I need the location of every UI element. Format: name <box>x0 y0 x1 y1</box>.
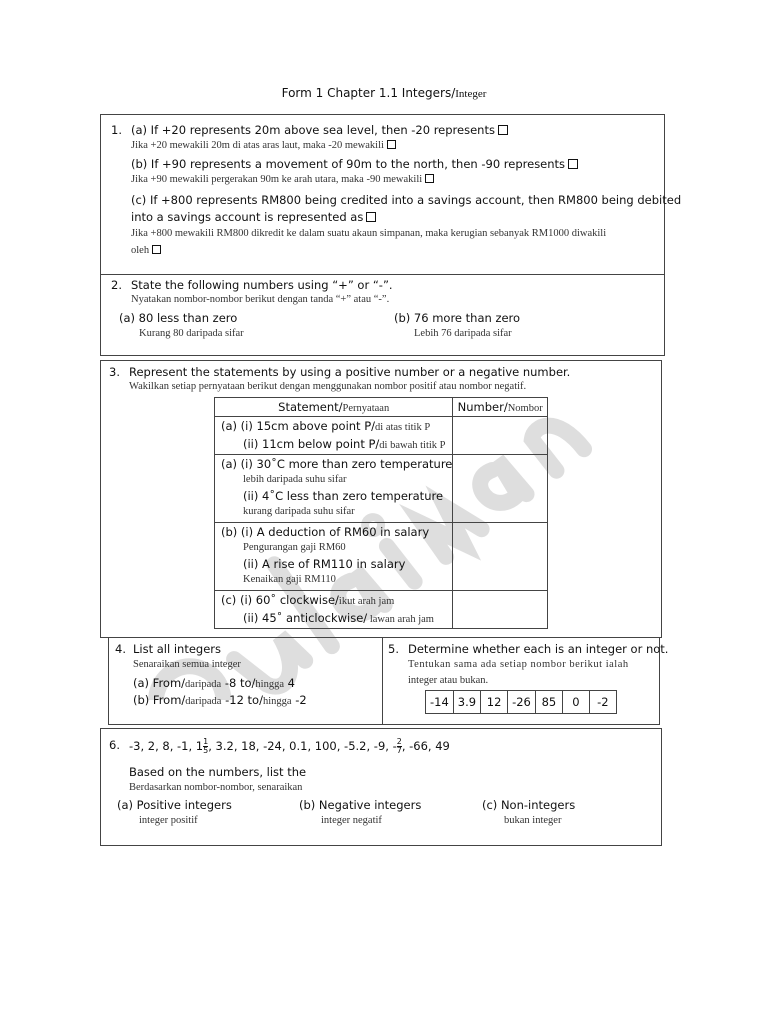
question-5-ms-line1: Tentukan sama ada setiap nombor berikut ialah <box>408 659 629 670</box>
question-1c-ms-line1: Jika +800 mewakili RM800 dikredit ke dalam suatu akaun simpanan, maka kerugian sebanyak RM1000 diwakili <box>131 228 607 239</box>
mixed-fraction: $\frac{1}{5}$ <box>203 737 209 755</box>
question-3-ms: Wakilkan setiap pernyataan berikut dengan menggunakan nombor positif atau nombor negatif. <box>129 381 527 392</box>
statement-table <box>214 397 548 629</box>
number-answer-cell[interactable] <box>453 591 548 629</box>
number-cell: 85 <box>535 691 562 714</box>
title-main: Form 1 Chapter 1.1 Integers/ <box>281 86 456 100</box>
number-cell: 12 <box>481 691 508 714</box>
question-5-ms-line2: integer atau bukan. <box>408 675 489 686</box>
question-1-number: 1. <box>111 123 122 137</box>
question-6-based-ms: Berdasarkan nombor-nombor, senaraikan <box>129 782 303 793</box>
table-row <box>426 691 617 714</box>
question-5-en: Determine whether each is an integer or not. <box>408 642 669 656</box>
number-cell: 3.9 <box>453 691 480 714</box>
question-6b-ms: integer negatif <box>321 815 382 826</box>
table-row <box>215 591 548 629</box>
question-1c-ms-line2: oleh <box>131 245 161 256</box>
number-cell: -26 <box>508 691 536 714</box>
number-answer-cell[interactable] <box>453 417 548 455</box>
question-1b-ms: Jika +90 mewakili pergerakan 90m ke arah utara, maka -90 mewakili <box>131 174 434 185</box>
question-6b-en: (b) Negative integers <box>299 798 422 812</box>
question-4-ms: Senaraikan semua integer <box>133 659 241 670</box>
table-row <box>215 417 548 455</box>
answer-box-icon <box>152 245 161 254</box>
statement-cell: (b) (i) A deduction of RM60 in salary Pengurangan gaji RM60 (ii) A rise of RM110 in salary Kenaikan gaji RM110 <box>215 523 453 591</box>
question-6c-en: (c) Non-integers <box>482 798 576 812</box>
number-answer-cell[interactable] <box>453 455 548 523</box>
question-5-number: 5. <box>388 642 399 656</box>
statement-cell: (a) (i) 30˚C more than zero temperature lebih daripada suhu sifar (ii) 4˚C less than zero temperature kurang daripada suhu sifar <box>215 455 453 523</box>
question-2a-en: (a) 80 less than zero <box>119 311 238 325</box>
number-cell: 0 <box>562 691 589 714</box>
title-ms: Integer <box>455 88 487 100</box>
page-title <box>0 86 768 100</box>
question-4-number: 4. <box>115 642 126 656</box>
question-6-box <box>100 728 662 846</box>
question-3-number: 3. <box>109 365 120 379</box>
table-row <box>215 455 548 523</box>
question-6a-ms: integer positif <box>139 815 198 826</box>
question-6-based-en: Based on the numbers, list the <box>129 765 307 779</box>
question-3-en: Represent the statements by using a positive number or a negative number. <box>129 365 571 379</box>
question-1a-ms: Jika +20 mewakili 20m di atas aras laut, maka -20 mewakili <box>131 140 396 151</box>
table-header-row <box>215 398 548 417</box>
integer-check-table <box>425 690 617 714</box>
answer-box-icon <box>425 174 434 183</box>
statement-cell: (c) (i) 60˚ clockwise/ikut arah jam (ii) 45˚ anticlockwise/ lawan arah jam <box>215 591 453 629</box>
question-2b-en: (b) 76 more than zero <box>394 311 521 325</box>
header-number: Number/Nombor <box>453 398 548 417</box>
answer-box-icon <box>498 125 508 135</box>
question-1-box <box>100 114 682 275</box>
question-2-number: 2. <box>111 278 122 292</box>
question-4b: (b) From/daripada -12 to/hingga -2 <box>133 693 307 707</box>
question-2-box <box>100 274 665 356</box>
question-1a-en: (a) If +20 represents 20m above sea level, then -20 represents <box>131 123 508 137</box>
fraction: $\frac{2}{7}$ <box>396 737 402 755</box>
number-answer-cell[interactable] <box>453 523 548 591</box>
answer-box-icon <box>387 140 396 149</box>
question-4-en: List all integers <box>133 642 222 656</box>
question-2a-ms: Kurang 80 daripada sifar <box>139 328 244 339</box>
answer-box-icon <box>568 159 578 169</box>
answer-box-icon <box>366 212 376 222</box>
header-statement: Statement/Pernyataan <box>215 398 453 417</box>
question-2b-ms: Lebih 76 daripada sifar <box>414 328 512 339</box>
question-6a-en: (a) Positive integers <box>117 798 232 812</box>
question-6-number-list: -3, 2, 8, -1, 1 $\frac{1}{5}$ , 3.2, 18, -24, 0.1, 100, -5.2, -9, - $\frac{2}{7}$ , -66, 49 <box>129 737 450 755</box>
question-1c-en-line1: (c) If +800 represents RM800 being credited into a savings account, then RM800 being debited <box>131 193 682 207</box>
number-cell: -14 <box>426 691 454 714</box>
question-2-ms: Nyatakan nombor-nombor berikut dengan tanda “+” atau “-”. <box>131 294 390 305</box>
statement-cell: (a) (i) 15cm above point P/di atas titik P (ii) 11cm below point P/di bawah titik P <box>215 417 453 455</box>
number-cell: -2 <box>589 691 616 714</box>
question-4a: (a) From/daripada -8 to/hingga 4 <box>133 676 295 690</box>
question-2-en: State the following numbers using “+” or “-”. <box>131 278 393 292</box>
question-1b-en: (b) If +90 represents a movement of 90m to the north, then -90 represents <box>131 157 578 171</box>
table-row <box>215 523 548 591</box>
question-1c-en-line2: into a savings account is represented as <box>131 210 376 224</box>
question-6-number: 6. <box>109 738 120 752</box>
divider <box>382 637 383 725</box>
question-6c-ms: bukan integer <box>504 815 562 826</box>
